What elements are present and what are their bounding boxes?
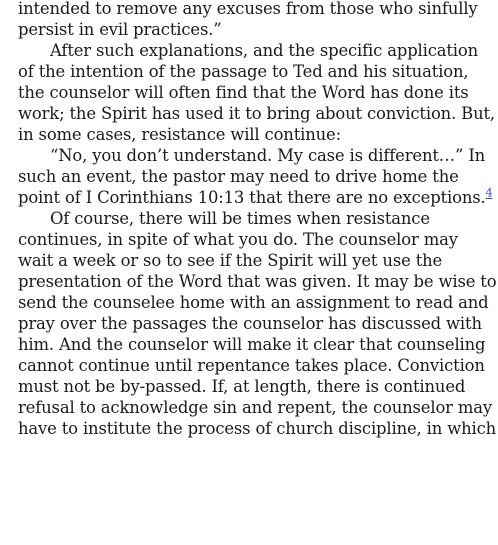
text-line: intended to remove any excuses from those who sinfully <box>18 0 478 18</box>
text-line: presentation of the Word that was given. It may be wise to <box>18 272 497 291</box>
text-line: cannot continue until repentance takes place. Conviction <box>18 356 485 375</box>
text-line: pray over the passages the counselor has discussed with <box>18 314 482 333</box>
document-body <box>18 0 497 441</box>
text-line: such an event, the pastor may need to drive home the <box>18 167 459 186</box>
text-line: in some cases, resistance will continue: <box>18 125 341 144</box>
text-line: point of I Corinthians 10:13 that there are no exceptions. <box>18 188 486 207</box>
text-line: him. And the counselor will make it clear that counseling <box>18 335 486 354</box>
text-line: the counselor will often find that the Word has done its <box>18 83 469 102</box>
text-line: continues, in spite of what you do. The counselor may <box>18 230 458 249</box>
footnote-link[interactable]: 4 <box>485 186 493 200</box>
text-line: wait a week or so to see if the Spirit will yet use the <box>18 251 443 270</box>
text-line: must not be by-passed. If, at length, there is continued <box>18 377 466 396</box>
text-line: of the intention of the passage to Ted and his situation, <box>18 62 469 81</box>
text-line: persist in evil practices.” <box>18 20 222 39</box>
text-line: work; the Spirit has used it to bring about conviction. But, <box>18 104 495 123</box>
text-line: refusal to acknowledge sin and repent, the counselor may <box>18 398 493 417</box>
paragraph-start-line: After such explanations, and the specific application <box>50 41 479 60</box>
paragraph-start-line: “No, you don’t understand. My case is different…” In <box>50 146 486 165</box>
text-line: have to institute the process of church discipline, in which <box>18 419 497 438</box>
paragraph-start-line: Of course, there will be times when resistance <box>50 209 430 228</box>
text-line: send the counselee home with an assignment to read and <box>18 293 489 312</box>
